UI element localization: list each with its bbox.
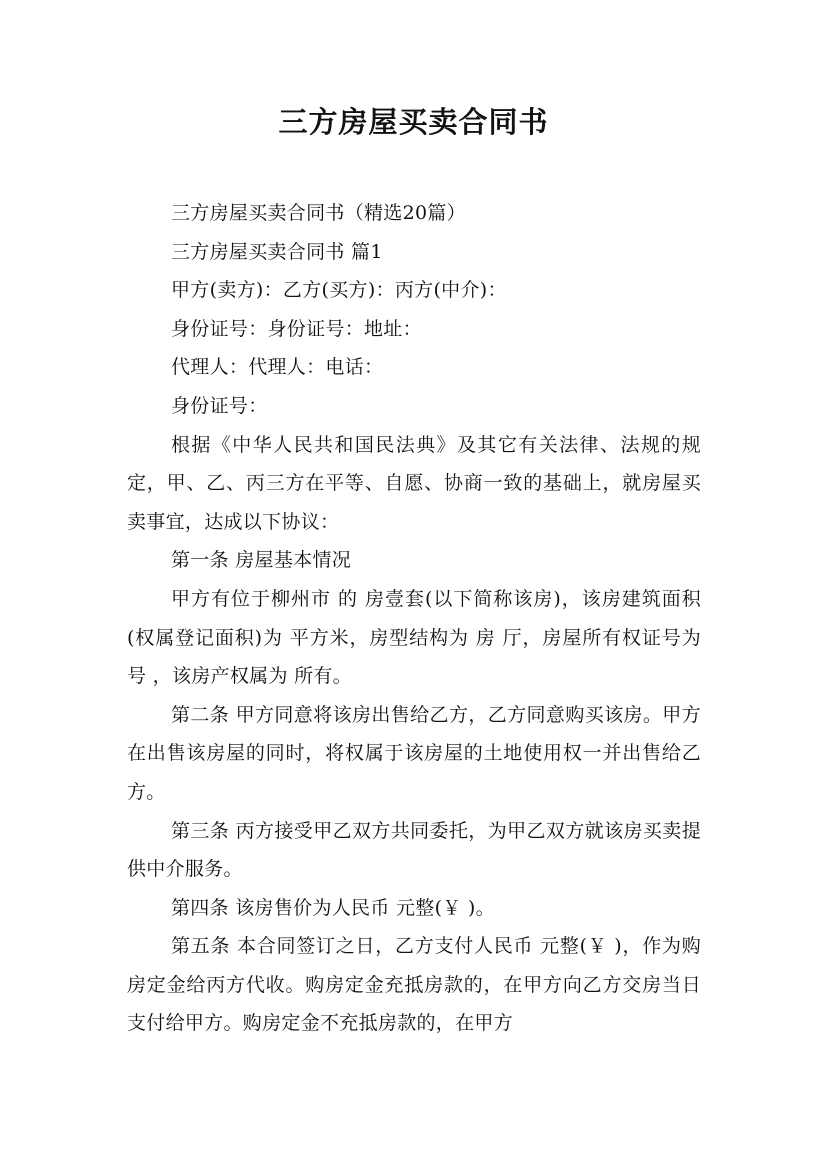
paragraph-article-1-title: 第一条 房屋基本情况 bbox=[171, 549, 352, 572]
paragraph-article-2: 第二条 甲方同意将该房出售给乙方，乙方同意购买该房。甲方在出售该房屋的同时，将权属于该房屋的土地使用权一并出售给乙方。 bbox=[127, 703, 701, 803]
paragraph-id-address: 身份证号：身份证号：地址： bbox=[171, 317, 422, 340]
paragraph-agent-phone: 代理人：代理人：电话： bbox=[171, 356, 384, 379]
document-body bbox=[127, 194, 701, 1043]
paragraph-article-5: 第五条 本合同签订之日，乙方支付人民币 元整(￥ )，作为购房定金给丙方代收。购房定金充抵房款的，在甲方向乙方交房当日支付给甲方。购房定金不充抵房款的，在甲方 bbox=[127, 935, 701, 1035]
paragraph-section-heading: 三方房屋买卖合同书 篇1 bbox=[171, 240, 383, 263]
paragraph-article-4: 第四条 该房售价为人民币 元整(￥ )。 bbox=[171, 896, 495, 919]
paragraph-article-1-body: 甲方有位于柳州市 的 房壹套(以下简称该房)，该房建筑面积(权属登记面积)为 平方米，房型结构为 房 厅，房屋所有权证号为 号 ，该房产权属为 所有。 bbox=[127, 587, 701, 688]
paragraph-parties: 甲方(卖方)：乙方(买方)：丙方(中介)： bbox=[171, 279, 507, 302]
paragraph-id-number: 身份证号： bbox=[171, 394, 268, 417]
paragraph-subtitle: 三方房屋买卖合同书（精选20篇） bbox=[171, 202, 466, 224]
paragraph-article-3: 第三条 丙方接受甲乙双方共同委托，为甲乙双方就该房买卖提供中介服务。 bbox=[127, 819, 701, 881]
document-title: 三方房屋买卖合同书 bbox=[278, 105, 549, 139]
paragraph-legal-basis: 根据《中华人民共和国民法典》及其它有关法律、法规的规定，甲、乙、丙三方在平等、自愿、协商一致的基础上，就房屋买卖事宜，达成以下协议： bbox=[127, 433, 701, 533]
